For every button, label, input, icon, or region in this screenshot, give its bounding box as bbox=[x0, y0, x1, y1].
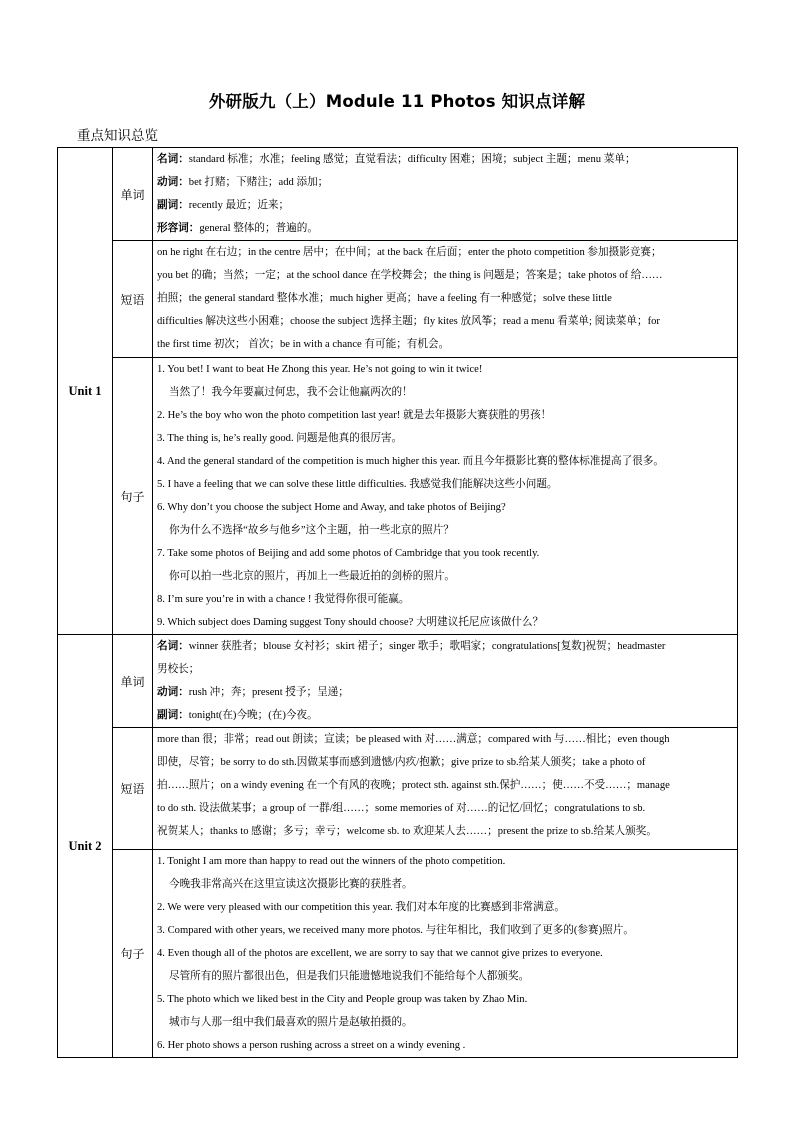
content-line bbox=[157, 194, 733, 217]
line-text: to do sth. 设法做某事；a group of 一群/组……；some memories of 对……的记忆/回忆；congratulations to sb. bbox=[157, 803, 646, 814]
content-line bbox=[157, 797, 733, 820]
line-text: 你可以拍一些北京的照片，再加上一些最近拍的剑桥的照片。 bbox=[169, 571, 456, 582]
content-line bbox=[157, 358, 733, 381]
content-line bbox=[157, 681, 733, 704]
content-line bbox=[157, 171, 733, 194]
line-text: standard 标准；水准；feeling 感觉；直觉看法；difficulty 困难；困境；subject 主题；menu 菜单； bbox=[188, 154, 636, 165]
table-row bbox=[58, 728, 738, 850]
line-text: 5. The photo which we liked best in the City and People group was taken by Zhao Min. bbox=[157, 994, 528, 1005]
line-text: 男校长； bbox=[157, 664, 200, 675]
colon: ： bbox=[178, 640, 189, 652]
content-line bbox=[157, 611, 733, 634]
line-text: 你为什么不选择“故乡与他乡”这个主题，拍一些北京的照片？ bbox=[169, 525, 454, 536]
line-text: 2. We were very pleased with our competition this year. 我们对本年度的比赛感到非常满意。 bbox=[157, 902, 565, 913]
line-text: 7. Take some photos of Beijing and add some photos of Cambridge that you took recently. bbox=[157, 548, 540, 559]
line-text: 3. The thing is, he’s really good. 问题是他真的很厉害。 bbox=[157, 433, 403, 444]
category-content bbox=[153, 728, 738, 850]
line-text: 尽管所有的照片都很出色，但是我们只能遗憾地说我们不能给每个人都颁奖。 bbox=[169, 971, 530, 982]
content-line bbox=[157, 217, 733, 240]
content-line bbox=[157, 427, 733, 450]
content-line bbox=[157, 965, 733, 988]
line-text: you bet 的确；当然；一定；at the school dance 在学校舞会；the thing is 问题是；答案是；take photos of 给…… bbox=[157, 270, 663, 281]
content-line bbox=[157, 381, 733, 404]
line-text: 1. You bet! I want to beat He Zhong this year. He’s not going to win it twice! bbox=[157, 364, 483, 375]
line-text: recently 最近；近来； bbox=[188, 200, 290, 211]
table-row bbox=[58, 358, 738, 635]
category-label: 短语 bbox=[113, 728, 153, 850]
section-heading: 重点知识总览 bbox=[77, 128, 158, 144]
part-of-speech-label: 名词 bbox=[157, 153, 179, 165]
line-text: the first time 初次； 首次；be in with a chance 有可能；有机会。 bbox=[157, 339, 450, 350]
content-line bbox=[157, 820, 733, 843]
content-line bbox=[157, 919, 733, 942]
line-text: 当然了！我今年要赢过何忠，我不会让他赢两次的！ bbox=[169, 387, 413, 398]
part-of-speech-label: 动词 bbox=[157, 176, 179, 188]
content-line bbox=[157, 542, 733, 565]
line-text: 9. Which subject does Daming suggest Tony should choose? 大明建议托尼应该做什么？ bbox=[157, 617, 544, 628]
table-row bbox=[58, 635, 738, 728]
colon: ： bbox=[178, 153, 189, 165]
content-line bbox=[157, 333, 733, 356]
line-text: 即使，尽管；be sorry to do sth.因做某事而感到遗憾/内疚/抱歉；give prize to sb.给某人颁奖；take a photo of bbox=[157, 757, 646, 768]
content-line bbox=[157, 751, 733, 774]
category-label: 单词 bbox=[113, 148, 153, 241]
content-line bbox=[157, 496, 733, 519]
unit-label: Unit 2 bbox=[58, 635, 113, 1058]
content-line bbox=[157, 264, 733, 287]
part-of-speech-label: 名词 bbox=[157, 640, 179, 652]
line-text: 2. He’s the boy who won the photo competition last year! 就是去年摄影大赛获胜的男孩！ bbox=[157, 410, 552, 421]
knowledge-table bbox=[57, 147, 738, 1058]
line-text: 3. Compared with other years, we received many more photos. 与往年相比，我们收到了更多的(参赛)照片。 bbox=[157, 925, 634, 936]
line-text: 6. Why don’t you choose the subject Home and Away, and take photos of Beijing? bbox=[157, 502, 506, 513]
line-text: 拍……照片；on a windy evening 在一个有风的夜晚；protect sth. against sth.保护……；使……不受……；manage bbox=[157, 780, 670, 791]
document-title: 外研版九（上）Module 11 Photos 知识点详解 bbox=[208, 92, 586, 111]
table-row bbox=[58, 148, 738, 241]
category-label: 句子 bbox=[113, 358, 153, 635]
line-text: 4. And the general standard of the competition is much higher this year. 而且今年摄影比赛的整体标准提高了很多。 bbox=[157, 456, 664, 467]
line-text: tonight(在)今晚；(在)今夜。 bbox=[188, 710, 318, 721]
content-line bbox=[157, 728, 733, 751]
part-of-speech-label: 形容词 bbox=[157, 222, 189, 234]
content-line bbox=[157, 287, 733, 310]
content-line bbox=[157, 850, 733, 873]
line-text: 祝贺某人；thanks to 感谢；多亏；幸亏；welcome sb. to 欢迎某人去……；present the prize to sb.给某人颁奖。 bbox=[157, 826, 657, 837]
category-content bbox=[153, 241, 738, 358]
content-line bbox=[157, 988, 733, 1011]
content-line bbox=[157, 588, 733, 611]
content-line bbox=[157, 704, 733, 727]
line-text: 8. I’m sure you’re in with a chance ! 我觉得你很可能赢。 bbox=[157, 594, 410, 605]
category-label: 短语 bbox=[113, 241, 153, 358]
line-text: 6. Her photo shows a person rushing across a street on a windy evening . bbox=[157, 1040, 466, 1051]
line-text: 4. Even though all of the photos are excellent, we are sorry to say that we cannot give prizes to everyone. bbox=[157, 948, 603, 959]
content-line bbox=[157, 896, 733, 919]
content-line bbox=[157, 1034, 733, 1057]
colon: ： bbox=[178, 199, 189, 211]
line-text: winner 获胜者；blouse 女衬衫；skirt 裙子；singer 歌手；歌唱家；congratulations[复数]祝贺；headmaster bbox=[188, 641, 666, 652]
content-line bbox=[157, 1011, 733, 1034]
part-of-speech-label: 副词 bbox=[157, 199, 179, 211]
table-row bbox=[58, 850, 738, 1058]
content-line bbox=[157, 565, 733, 588]
content-line bbox=[157, 310, 733, 333]
line-text: 今晚我非常高兴在这里宣读这次摄影比赛的获胜者。 bbox=[169, 879, 413, 890]
line-text: 5. I have a feeling that we can solve these little difficulties. 我感觉我们能解决这些小问题。 bbox=[157, 479, 558, 490]
category-content bbox=[153, 635, 738, 728]
line-text: 拍照；the general standard 整体水准；much higher 更高；have a feeling 有一种感觉；solve these little bbox=[157, 293, 612, 304]
line-text: difficulties 解决这些小困难；choose the subject 选择主题；fly kites 放风筝；read a menu 看菜单; 阅读菜单；for bbox=[157, 316, 660, 327]
line-text: more than 很；非常；read out 朗读；宣读；be pleased with 对……满意；compared with 与……相比；even though bbox=[157, 734, 670, 745]
unit-label: Unit 1 bbox=[58, 148, 113, 635]
line-text: on he right 在右边；in the centre 居中；在中间；at the back 在后面；enter the photo competition 参加摄影竞赛； bbox=[157, 247, 662, 258]
content-line bbox=[157, 450, 733, 473]
colon: ： bbox=[178, 176, 189, 188]
content-line bbox=[157, 473, 733, 496]
table-row bbox=[58, 241, 738, 358]
part-of-speech-label: 副词 bbox=[157, 709, 179, 721]
line-text: 城市与人那一组中我们最喜欢的照片是赵敏拍摄的。 bbox=[169, 1017, 413, 1028]
content-line bbox=[157, 873, 733, 896]
line-text: bet 打赌；下赌注；add 添加； bbox=[188, 177, 329, 188]
category-label: 单词 bbox=[113, 635, 153, 728]
line-text: 1. Tonight I am more than happy to read out the winners of the photo competition. bbox=[157, 856, 506, 867]
content-line bbox=[157, 942, 733, 965]
content-line bbox=[157, 148, 733, 171]
content-line bbox=[157, 774, 733, 797]
content-line bbox=[157, 241, 733, 264]
content-line bbox=[157, 635, 733, 658]
line-text: rush 冲；奔；present 授予；呈递； bbox=[188, 687, 349, 698]
content-line bbox=[157, 404, 733, 427]
content-line bbox=[157, 658, 733, 681]
category-content bbox=[153, 358, 738, 635]
category-content bbox=[153, 850, 738, 1058]
line-text: general 整体的；普遍的。 bbox=[199, 223, 318, 234]
part-of-speech-label: 动词 bbox=[157, 686, 179, 698]
category-content bbox=[153, 148, 738, 241]
colon: ： bbox=[178, 709, 189, 721]
category-label: 句子 bbox=[113, 850, 153, 1058]
colon: ： bbox=[188, 222, 200, 234]
colon: ： bbox=[178, 686, 189, 698]
content-line bbox=[157, 519, 733, 542]
